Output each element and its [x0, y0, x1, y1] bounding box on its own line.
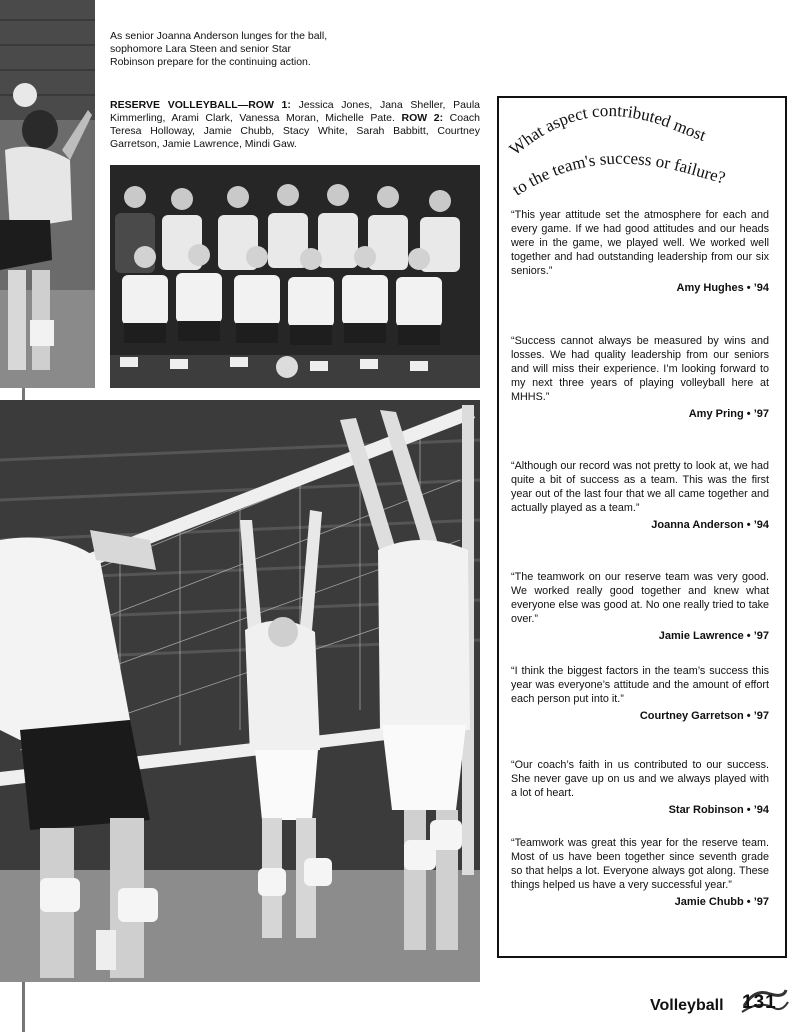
roster-row1-heading: RESERVE VOLLEYBALL—ROW 1:: [110, 99, 291, 111]
quote-item: [511, 459, 769, 532]
quote-item: [511, 836, 769, 909]
quote-item: [511, 570, 769, 643]
question-line-2: to the team's success or failure?: [508, 148, 728, 200]
quote-author: Jamie Lawrence • ’97: [658, 630, 769, 642]
page-number: 131: [742, 992, 777, 1013]
roster-row2-names: Coach Teresa Holloway, Jamie Chubb, Stacy White, Sarah Babbitt, Courtney Garretson, Jamie Lawrence, Mindi Gaw.: [110, 112, 481, 150]
quote-text: “Our coach’s faith in us contributed to our success. She never gave up on us and we always played with a lot of heart.: [511, 759, 769, 799]
roster-caption: [110, 99, 480, 151]
survey-question-heading: [497, 96, 787, 206]
action-photo-caption: As senior Joanna Anderson lunges for the ball, sophomore Lara Steen and senior Star Robinson prepare for the continuing action.: [110, 30, 328, 68]
quote-text: “I think the biggest factors in the team’s success this year was everyone’s attitude and the amount of effort each person put into it.”: [511, 665, 769, 705]
quote-item: [511, 334, 769, 421]
quote-item: [511, 208, 769, 295]
quote-text: “Teamwork was great this year for the reserve team. Most of us have been together since seventh grade so that helps a lot. Everyone always got along. These things helped us have a very successful year.”: [511, 837, 769, 891]
quote-text: “This year attitude set the atmosphere for each and every game. If we had good attitudes and our heads were in the game, we played well. We worked well together and had outstanding leadership from our six seniors.”: [511, 209, 769, 277]
quote-author: Star Robinson • ’94: [668, 804, 769, 816]
team-photo: [110, 165, 480, 388]
svg-text:to the team's success or failu: [509, 149, 728, 200]
main-action-photo: [0, 400, 480, 982]
quote-author: Amy Hughes • ’94: [676, 282, 769, 294]
quote-item: [511, 664, 769, 723]
quote-text: “Although our record was not pretty to look at, we had quite a bit of success as a team. This was the first year out of the last four that we all came together and actually played as a team.”: [511, 460, 769, 514]
quote-item: [511, 758, 769, 817]
quote-author: Courtney Garretson • ’97: [639, 710, 769, 722]
action-photo-left: [0, 0, 95, 388]
quote-author: Jamie Chubb • ’97: [674, 896, 769, 908]
question-line-1: What aspect contributed most: [505, 100, 709, 159]
quote-author: Joanna Anderson • ’94: [651, 519, 769, 531]
quote-text: “Success cannot always be measured by wins and losses. We had quality leadership from our seniors and will miss their experience. I’m looking forward to my next three years of playing volleyball here at MHHS.”: [511, 335, 769, 403]
roster-row2-heading: ROW 2:: [401, 112, 444, 124]
quote-text: “The teamwork on our reserve team was very good. We worked really good together and knew what everyone else was good at. No one really tried to take over.”: [511, 571, 769, 625]
quote-author: Amy Pring • ’97: [688, 408, 769, 420]
roster-row1-names: Jessica Jones, Jana Sheller, Paula Kimmerling, Arami Clark, Vanessa Moran, Michelle Pate.: [110, 99, 480, 124]
section-label: Volleyball: [650, 997, 724, 1014]
